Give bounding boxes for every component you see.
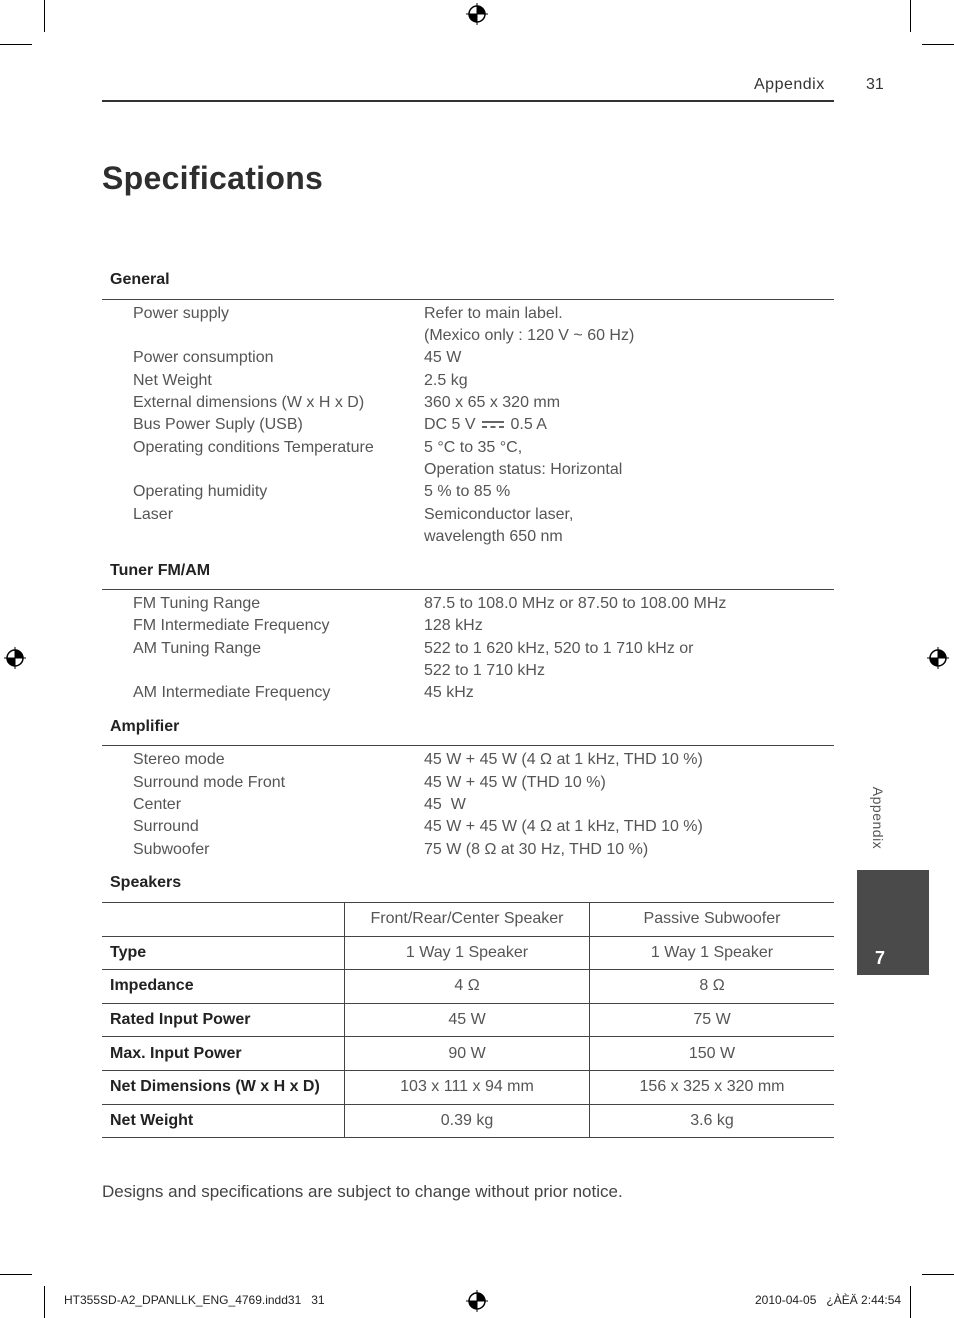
table-row bbox=[102, 1104, 834, 1138]
side-tab-label: Appendix bbox=[870, 786, 886, 850]
spec-label: Center bbox=[133, 796, 182, 813]
crop-mark-tl-h bbox=[0, 44, 32, 45]
spec-value bbox=[424, 416, 547, 434]
spec-value: 128 kHz bbox=[424, 617, 483, 634]
spec-label: AM Tuning Range bbox=[133, 640, 262, 657]
spec-value: 522 to 1 620 kHz, 520 to 1 710 kHz or bbox=[424, 640, 694, 657]
crop-mark-tl-v bbox=[44, 0, 45, 32]
table-cell: 75 W bbox=[590, 1003, 835, 1037]
table-cell: 45 W bbox=[345, 1003, 590, 1037]
table-row-label: Net Dimensions (W x H x D) bbox=[102, 1070, 345, 1104]
table-row-label: Impedance bbox=[102, 970, 345, 1004]
spec-label: Operating humidity bbox=[133, 483, 268, 500]
registration-mark-icon bbox=[466, 1290, 488, 1312]
table-cell: 103 x 111 x 94 mm bbox=[345, 1070, 590, 1104]
spec-label: Subwoofer bbox=[133, 841, 210, 858]
dc-symbol-icon bbox=[481, 419, 505, 431]
table-cell: 150 W bbox=[590, 1037, 835, 1071]
registration-mark-icon bbox=[4, 647, 26, 669]
header-section-name: Appendix bbox=[754, 76, 825, 93]
table-row-label: Type bbox=[102, 936, 345, 970]
table-row-label: Max. Input Power bbox=[102, 1037, 345, 1071]
spec-value: 87.5 to 108.0 MHz or 87.50 to 108.00 MHz bbox=[424, 595, 727, 612]
table-header-row bbox=[102, 903, 834, 937]
chapter-number: 7 bbox=[874, 948, 885, 968]
spec-value: 45 W + 45 W (4 Ω at 1 kHz, THD 10 %) bbox=[424, 751, 703, 768]
section-heading-general: General bbox=[110, 271, 170, 288]
table-row bbox=[102, 1070, 834, 1104]
registration-mark-icon bbox=[466, 3, 488, 25]
crop-mark-br-h bbox=[922, 1274, 954, 1275]
footnote-notice: Designs and specifications are subject to change without prior notice. bbox=[102, 1182, 623, 1201]
spec-label: Laser bbox=[133, 506, 174, 523]
spec-value: 45 W + 45 W (THD 10 %) bbox=[424, 774, 606, 791]
table-cell: 4 Ω bbox=[345, 970, 590, 1004]
spec-label: Stereo mode bbox=[133, 751, 225, 768]
spec-value: wavelength 650 nm bbox=[424, 528, 563, 545]
spec-value: 360 x 65 x 320 mm bbox=[424, 394, 561, 411]
spec-label: Power consumption bbox=[133, 349, 274, 366]
spec-label: FM Tuning Range bbox=[133, 595, 261, 612]
table-row bbox=[102, 1003, 834, 1037]
crop-mark-br-v bbox=[910, 1286, 911, 1318]
spec-value: 75 W (8 Ω at 30 Hz, THD 10 %) bbox=[424, 841, 649, 858]
spec-value: 45 kHz bbox=[424, 684, 474, 701]
spec-value: Operation status: Horizontal bbox=[424, 461, 623, 478]
crop-mark-tr-v bbox=[910, 0, 911, 32]
spec-value: 5 °C to 35 °C, bbox=[424, 439, 523, 456]
spec-label: Power supply bbox=[133, 305, 230, 322]
table-cell: 156 x 325 x 320 mm bbox=[590, 1070, 835, 1104]
crop-mark-bl-h bbox=[0, 1274, 32, 1275]
section-rule bbox=[102, 745, 834, 746]
spec-value: Refer to main label. bbox=[424, 305, 563, 322]
table-cell: 1 Way 1 Speaker bbox=[345, 936, 590, 970]
table-row bbox=[102, 936, 834, 970]
spec-label: External dimensions (W x H x D) bbox=[133, 394, 365, 411]
table-cell: 0.39 kg bbox=[345, 1104, 590, 1138]
spec-value: Semiconductor laser, bbox=[424, 506, 574, 523]
crop-mark-bl-v bbox=[44, 1286, 45, 1318]
table-row-label: Net Weight bbox=[102, 1104, 345, 1138]
header-rule bbox=[102, 100, 834, 102]
spec-label: Net Weight bbox=[133, 372, 212, 389]
table-row bbox=[102, 1037, 834, 1071]
slug-timestamp: 2010-04-05 ¿ÀÈÄ 2:44:54 bbox=[755, 1293, 902, 1307]
table-header-cell: Passive Subwoofer bbox=[590, 903, 835, 937]
slug-filename: HT355SD-A2_DPANLLK_ENG_4769.indd31 31 bbox=[64, 1293, 325, 1307]
spec-value-part: 0.5 A bbox=[510, 416, 547, 433]
section-heading-amplifier: Amplifier bbox=[110, 718, 180, 735]
spec-label: Operating conditions Temperature bbox=[133, 439, 374, 456]
spec-label: AM Intermediate Frequency bbox=[133, 684, 331, 701]
table-header-cell bbox=[102, 903, 345, 937]
section-rule bbox=[102, 589, 834, 590]
section-rule bbox=[102, 299, 834, 300]
table-cell: 90 W bbox=[345, 1037, 590, 1071]
page-title: Specifications bbox=[102, 160, 324, 196]
speakers-table bbox=[102, 902, 834, 1138]
spec-value: 5 % to 85 % bbox=[424, 483, 511, 500]
crop-mark-tr-h bbox=[922, 44, 954, 45]
spec-label: Surround mode Front bbox=[133, 774, 286, 791]
table-row bbox=[102, 970, 834, 1004]
spec-value: 45 W bbox=[424, 349, 462, 366]
spec-value: 522 to 1 710 kHz bbox=[424, 662, 545, 679]
section-heading-speakers: Speakers bbox=[110, 874, 182, 891]
spec-value: 45 W + 45 W (4 Ω at 1 kHz, THD 10 %) bbox=[424, 818, 703, 835]
page-number: 31 bbox=[866, 76, 884, 93]
registration-mark-icon bbox=[927, 647, 949, 669]
spec-label: FM Intermediate Frequency bbox=[133, 617, 330, 634]
spec-value: 2.5 kg bbox=[424, 372, 468, 389]
spec-label: Bus Power Suply (USB) bbox=[133, 416, 303, 433]
section-heading-tuner: Tuner FM/AM bbox=[110, 562, 211, 579]
table-cell: 1 Way 1 Speaker bbox=[590, 936, 835, 970]
spec-value: 45 W bbox=[424, 796, 466, 813]
table-cell: 8 Ω bbox=[590, 970, 835, 1004]
spec-label: Surround bbox=[133, 818, 199, 835]
table-header-cell: Front/Rear/Center Speaker bbox=[345, 903, 590, 937]
spec-value: (Mexico only : 120 V ~ 60 Hz) bbox=[424, 327, 635, 344]
spec-value-part: DC 5 V bbox=[424, 416, 476, 433]
table-row-label: Rated Input Power bbox=[102, 1003, 345, 1037]
table-cell: 3.6 kg bbox=[590, 1104, 835, 1138]
